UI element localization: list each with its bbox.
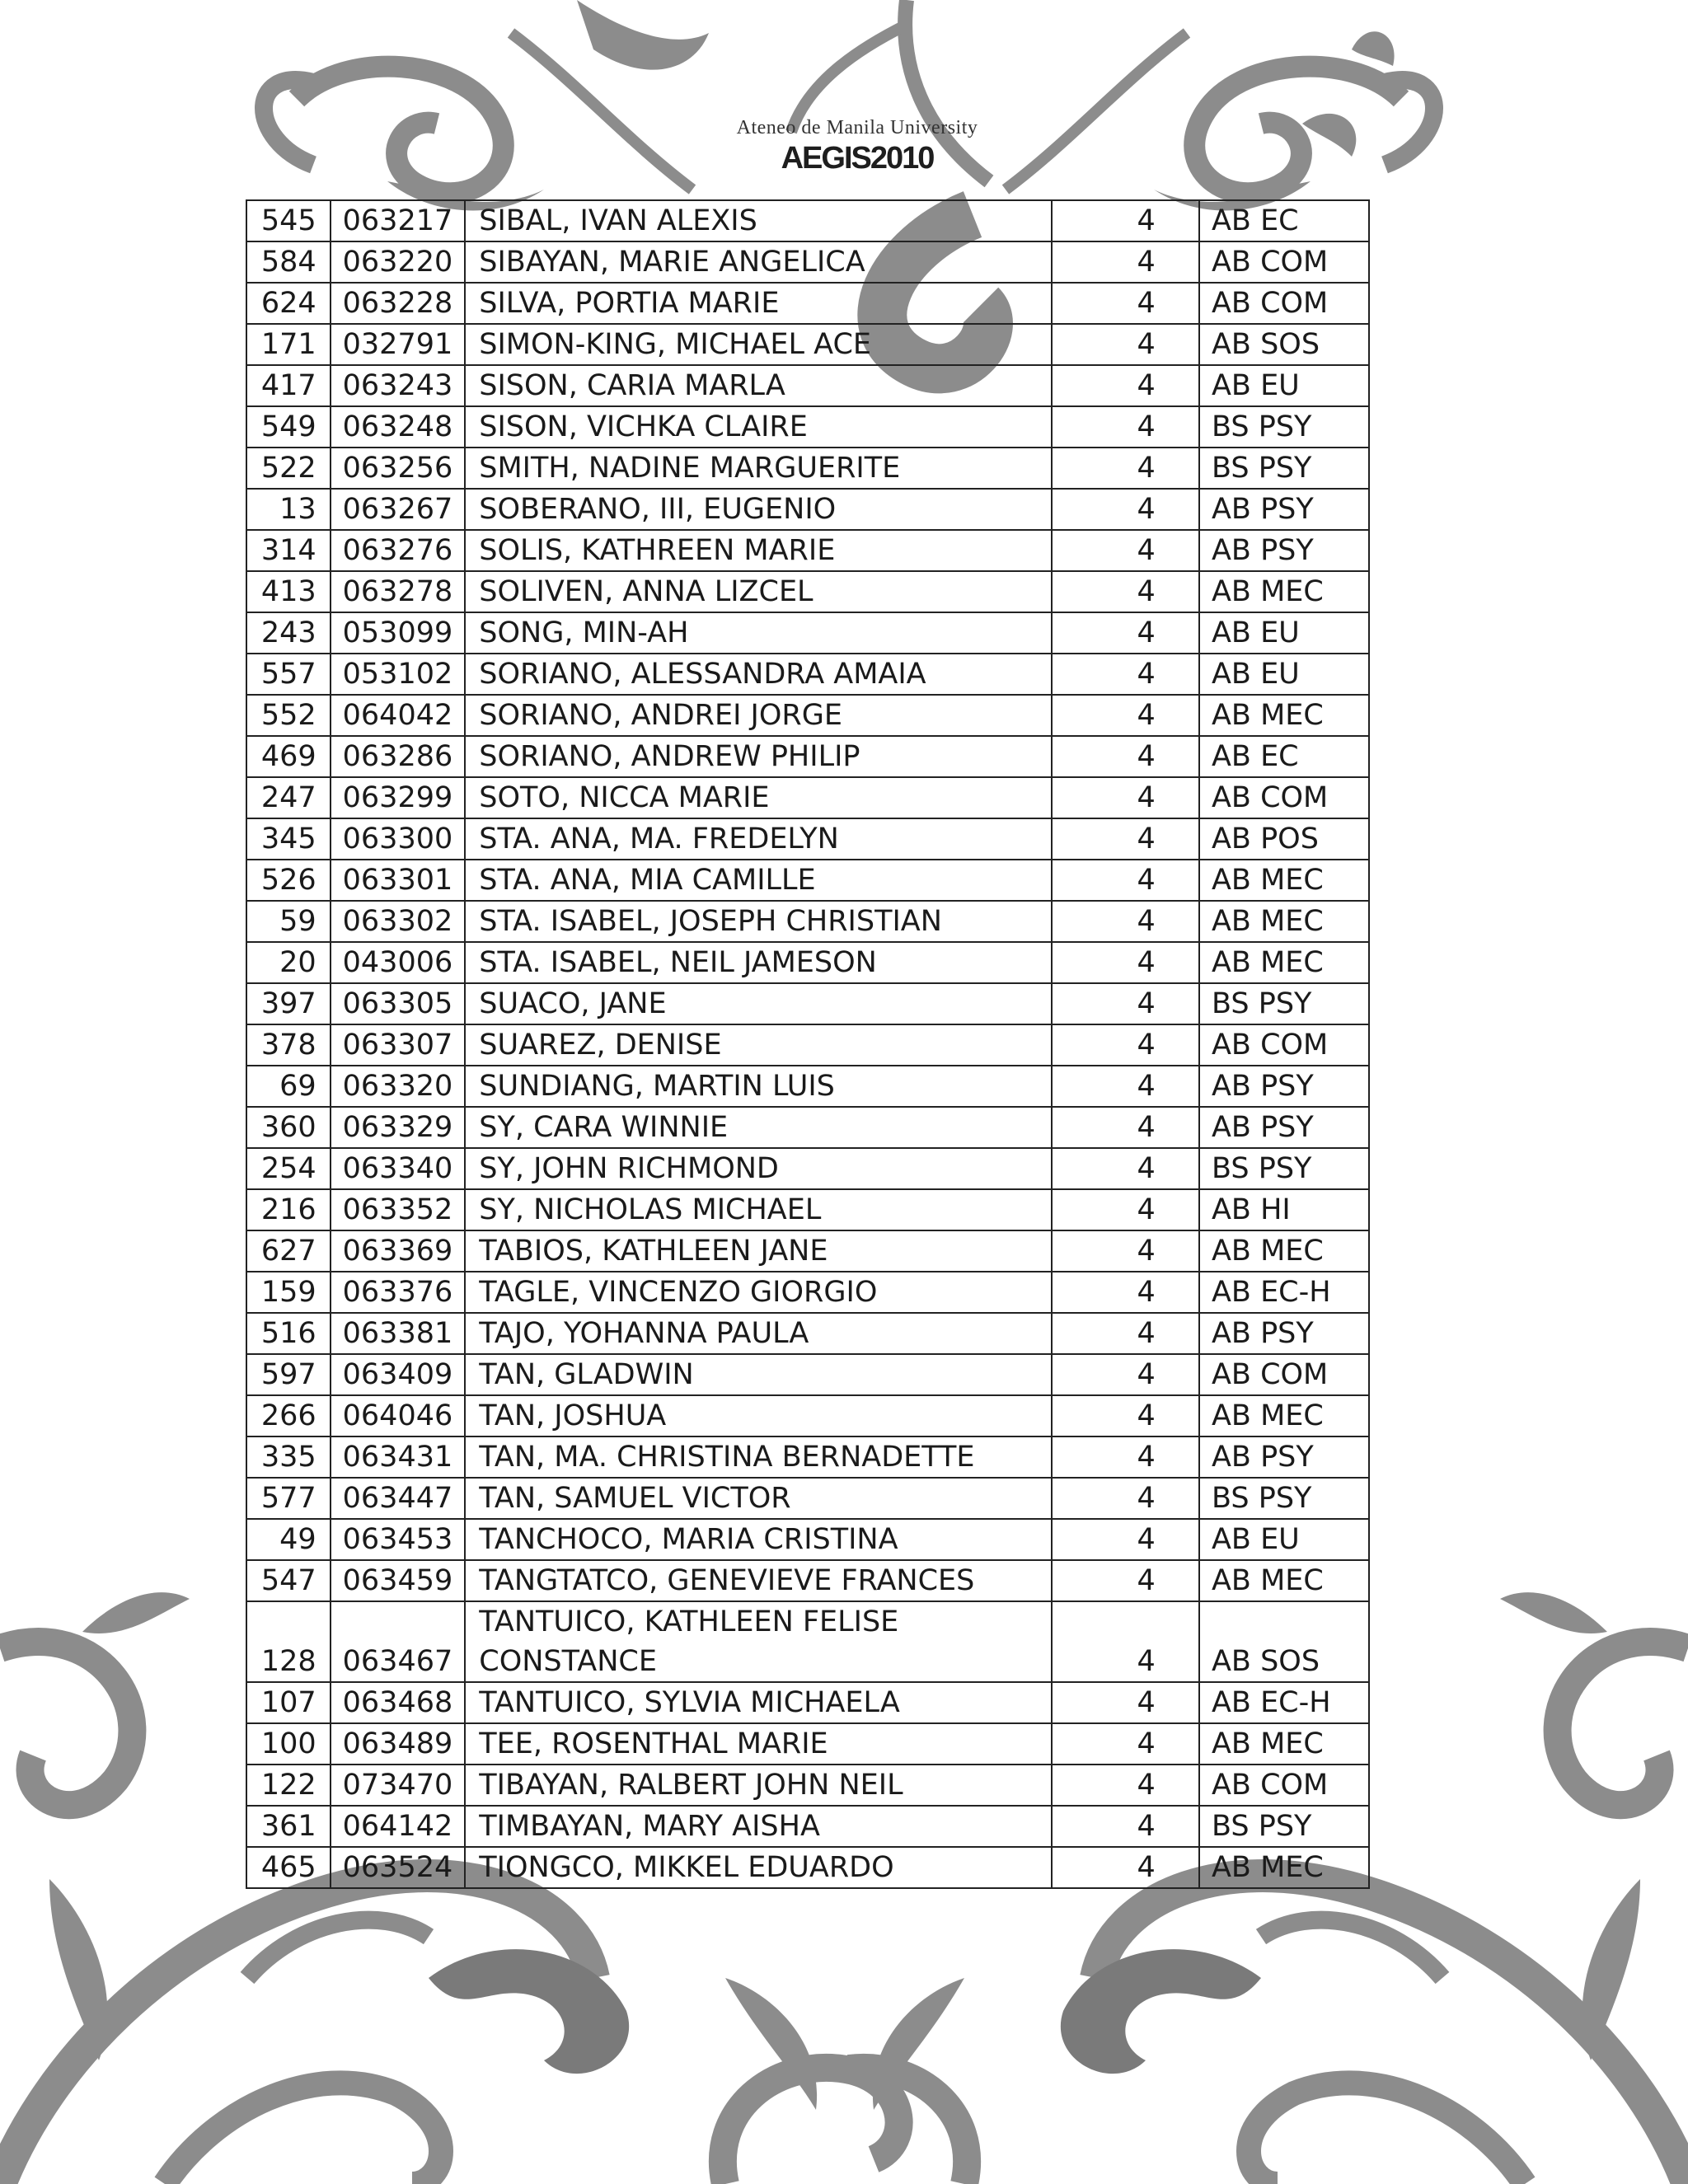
row-number-cell: 624 [246,283,331,324]
student-name-cell: SMITH, NADINE MARGUERITE [465,448,1052,489]
student-name-cell: SUAREZ, DENISE [465,1024,1052,1066]
table-row [246,612,1369,654]
year-level-cell: 4 [1052,324,1199,365]
year-level-cell: 4 [1052,736,1199,777]
student-name-cell: SY, JOHN RICHMOND [465,1148,1052,1189]
year-level-cell: 4 [1052,1230,1199,1272]
student-name-cell: SOLIVEN, ANNA LIZCEL [465,571,1052,612]
year-level-cell: 4 [1052,1519,1199,1560]
year-level-cell: 4 [1052,1189,1199,1230]
student-name-cell: TIMBAYAN, MARY AISHA [465,1806,1052,1847]
row-number-cell: 526 [246,860,331,901]
student-id-cell: 032791 [331,324,466,365]
student-name-cell: TANTUICO, KATHLEEN FELISE CONSTANCE [465,1601,1052,1682]
student-id-cell: 063409 [331,1354,466,1395]
student-name-cell: TANGTATCO, GENEVIEVE FRANCES [465,1560,1052,1601]
student-name-cell: TIONGCO, MIKKEL EDUARDO [465,1847,1052,1888]
student-id-cell: 063220 [331,241,466,283]
table-row [246,324,1369,365]
student-id-cell: 063381 [331,1313,466,1354]
student-id-cell: 063447 [331,1478,466,1519]
year-level-cell: 4 [1052,1107,1199,1148]
table-row [246,1189,1369,1230]
student-id-cell: 063228 [331,283,466,324]
student-id-cell: 063276 [331,530,466,571]
student-name-cell: TAGLE, VINCENZO GIORGIO [465,1272,1052,1313]
table-row [246,818,1369,860]
table-row [246,942,1369,983]
course-cell: AB PSY [1199,1313,1369,1354]
year-level-cell: 4 [1052,1806,1199,1847]
table-row [246,1148,1369,1189]
course-cell: AB POS [1199,818,1369,860]
course-cell: AB MEC [1199,1230,1369,1272]
student-id-cell: 063376 [331,1272,466,1313]
table-row [246,1519,1369,1560]
table-row [246,777,1369,818]
course-cell: AB EC [1199,200,1369,241]
student-id-cell: 063453 [331,1519,466,1560]
student-id-cell: 063468 [331,1682,466,1723]
year-level-cell: 4 [1052,1847,1199,1888]
row-number-cell: 20 [246,942,331,983]
student-name-cell: SIMON-KING, MICHAEL ACE [465,324,1052,365]
student-id-cell: 063300 [331,818,466,860]
table-row [246,695,1369,736]
logo-wordmark: AEGIS2010 [781,141,934,176]
year-level-cell: 4 [1052,695,1199,736]
course-cell: AB EC-H [1199,1682,1369,1723]
student-name-cell: TAN, SAMUEL VICTOR [465,1478,1052,1519]
student-id-cell: 063278 [331,571,466,612]
student-name-cell: SIBAYAN, MARIE ANGELICA [465,241,1052,283]
row-number-cell: 49 [246,1519,331,1560]
student-id-cell: 063305 [331,983,466,1024]
year-level-cell: 4 [1052,983,1199,1024]
student-id-cell: 063248 [331,406,466,448]
row-number-cell: 69 [246,1066,331,1107]
year-level-cell: 4 [1052,406,1199,448]
row-number-cell: 345 [246,818,331,860]
table-row [246,901,1369,942]
table-row [246,1560,1369,1601]
year-level-cell: 4 [1052,777,1199,818]
table-row [246,1723,1369,1765]
table-row [246,1313,1369,1354]
year-level-cell: 4 [1052,1272,1199,1313]
course-cell: AB COM [1199,1024,1369,1066]
student-id-cell: 063307 [331,1024,466,1066]
course-cell: AB SOS [1199,324,1369,365]
year-level-cell: 4 [1052,365,1199,406]
course-cell: AB MEC [1199,860,1369,901]
student-name-cell: STA. ANA, MA. FREDELYN [465,818,1052,860]
row-number-cell: 107 [246,1682,331,1723]
row-number-cell: 314 [246,530,331,571]
table-row [246,1847,1369,1888]
year-level-cell: 4 [1052,1066,1199,1107]
table-row [246,1436,1369,1478]
row-number-cell: 266 [246,1395,331,1436]
logo-university-text: Ateneo de Manila University [736,117,978,138]
year-level-cell: 4 [1052,901,1199,942]
year-level-cell: 4 [1052,612,1199,654]
table-row [246,530,1369,571]
row-number-cell: 417 [246,365,331,406]
student-id-cell: 063329 [331,1107,466,1148]
student-roster-table [246,199,1370,1889]
student-id-cell: 063352 [331,1189,466,1230]
row-number-cell: 547 [246,1560,331,1601]
student-id-cell: 063267 [331,489,466,530]
student-name-cell: TIBAYAN, RALBERT JOHN NEIL [465,1765,1052,1806]
row-number-cell: 128 [246,1601,331,1682]
student-id-cell: 063256 [331,448,466,489]
student-name-cell: SILVA, PORTIA MARIE [465,283,1052,324]
student-id-cell: 063320 [331,1066,466,1107]
course-cell: AB MEC [1199,695,1369,736]
student-name-cell: SY, NICHOLAS MICHAEL [465,1189,1052,1230]
table-row [246,1354,1369,1395]
course-cell: BS PSY [1199,1806,1369,1847]
row-number-cell: 335 [246,1436,331,1478]
student-name-cell: SOBERANO, III, EUGENIO [465,489,1052,530]
row-number-cell: 397 [246,983,331,1024]
course-cell: BS PSY [1199,1148,1369,1189]
course-cell: AB EU [1199,612,1369,654]
year-level-cell: 4 [1052,1024,1199,1066]
table-row [246,860,1369,901]
table-row [246,365,1369,406]
course-cell: AB COM [1199,1765,1369,1806]
student-name-cell: SOTO, NICCA MARIE [465,777,1052,818]
row-number-cell: 254 [246,1148,331,1189]
table-row [246,736,1369,777]
table-row [246,1107,1369,1148]
course-cell: AB COM [1199,777,1369,818]
student-name-cell: SOLIS, KATHREEN MARIE [465,530,1052,571]
row-number-cell: 360 [246,1107,331,1148]
year-level-cell: 4 [1052,860,1199,901]
student-name-cell: TAN, JOSHUA [465,1395,1052,1436]
student-name-cell: SUNDIANG, MARTIN LUIS [465,1066,1052,1107]
row-number-cell: 557 [246,654,331,695]
student-name-cell: SORIANO, ANDREI JORGE [465,695,1052,736]
course-cell: AB MEC [1199,1723,1369,1765]
table-row [246,1230,1369,1272]
student-name-cell: TEE, ROSENTHAL MARIE [465,1723,1052,1765]
year-level-cell: 4 [1052,1560,1199,1601]
course-cell: AB EU [1199,1519,1369,1560]
student-id-cell: 063243 [331,365,466,406]
year-level-cell: 4 [1052,1478,1199,1519]
student-id-cell: 063524 [331,1847,466,1888]
course-cell: AB EU [1199,654,1369,695]
student-name-cell: SY, CARA WINNIE [465,1107,1052,1148]
row-number-cell: 59 [246,901,331,942]
student-name-cell: SONG, MIN-AH [465,612,1052,654]
student-id-cell: 063340 [331,1148,466,1189]
table-row [246,571,1369,612]
student-name-cell: STA. ISABEL, JOSEPH CHRISTIAN [465,901,1052,942]
row-number-cell: 378 [246,1024,331,1066]
year-level-cell: 4 [1052,448,1199,489]
year-level-cell: 4 [1052,1765,1199,1806]
student-name-cell: SISON, CARIA MARLA [465,365,1052,406]
student-id-cell: 063302 [331,901,466,942]
course-cell: AB PSY [1199,530,1369,571]
year-level-cell: 4 [1052,530,1199,571]
bottom-center-flourish [723,2068,967,2184]
student-id-cell: 063301 [331,860,466,901]
row-number-cell: 122 [246,1765,331,1806]
course-cell: AB COM [1199,241,1369,283]
student-name-cell: SORIANO, ALESSANDRA AMAIA [465,654,1052,695]
row-number-cell: 552 [246,695,331,736]
year-level-cell: 4 [1052,1395,1199,1436]
year-level-cell: 4 [1052,1601,1199,1682]
student-name-cell: SORIANO, ANDREW PHILIP [465,736,1052,777]
student-id-cell: 063217 [331,200,466,241]
table-row [246,406,1369,448]
year-level-cell: 4 [1052,489,1199,530]
course-cell: BS PSY [1199,1478,1369,1519]
student-id-cell: 064042 [331,695,466,736]
table-row [246,489,1369,530]
course-cell: AB MEC [1199,1560,1369,1601]
year-level-cell: 4 [1052,1313,1199,1354]
row-number-cell: 627 [246,1230,331,1272]
year-level-cell: 4 [1052,283,1199,324]
aegis-logo [692,115,1022,175]
course-cell: AB PSY [1199,1107,1369,1148]
course-cell: AB MEC [1199,942,1369,983]
year-level-cell: 4 [1052,571,1199,612]
student-id-cell: 063286 [331,736,466,777]
course-cell: AB MEC [1199,571,1369,612]
row-number-cell: 545 [246,200,331,241]
student-id-cell: 063369 [331,1230,466,1272]
table-row [246,1765,1369,1806]
student-id-cell: 063431 [331,1436,466,1478]
roster-body [246,200,1369,1888]
student-name-cell: TAN, GLADWIN [465,1354,1052,1395]
row-number-cell: 247 [246,777,331,818]
table-row [246,983,1369,1024]
course-cell: AB EU [1199,365,1369,406]
row-number-cell: 597 [246,1354,331,1395]
row-number-cell: 100 [246,1723,331,1765]
row-number-cell: 413 [246,571,331,612]
course-cell: AB MEC [1199,1847,1369,1888]
table-row [246,283,1369,324]
student-name-cell: SUACO, JANE [465,983,1052,1024]
year-level-cell: 4 [1052,654,1199,695]
year-level-cell: 4 [1052,1354,1199,1395]
student-id-cell: 063467 [331,1601,466,1682]
table-row [246,1395,1369,1436]
student-id-cell: 064046 [331,1395,466,1436]
student-name-cell: SISON, VICHKA CLAIRE [465,406,1052,448]
row-number-cell: 516 [246,1313,331,1354]
top-right-flourish [1006,31,1434,210]
course-cell: AB EC-H [1199,1272,1369,1313]
row-number-cell: 584 [246,241,331,283]
top-left-flourish [264,0,709,210]
course-cell: AB PSY [1199,1436,1369,1478]
course-cell: AB EC [1199,736,1369,777]
table-row [246,1601,1369,1682]
year-level-cell: 4 [1052,942,1199,983]
student-name-cell: TABIOS, KATHLEEN JANE [465,1230,1052,1272]
table-row [246,1682,1369,1723]
table-row [246,654,1369,695]
table-row [246,1806,1369,1847]
course-cell: BS PSY [1199,448,1369,489]
student-name-cell: SIBAL, IVAN ALEXIS [465,200,1052,241]
student-name-cell: STA. ANA, MIA CAMILLE [465,860,1052,901]
student-id-cell: 053099 [331,612,466,654]
table-row [246,1024,1369,1066]
row-number-cell: 243 [246,612,331,654]
table-row [246,200,1369,241]
row-number-cell: 13 [246,489,331,530]
course-cell: AB MEC [1199,1395,1369,1436]
row-number-cell: 549 [246,406,331,448]
student-name-cell: TAJO, YOHANNA PAULA [465,1313,1052,1354]
year-level-cell: 4 [1052,200,1199,241]
row-number-cell: 465 [246,1847,331,1888]
table-row [246,448,1369,489]
student-id-cell: 073470 [331,1765,466,1806]
course-cell: AB COM [1199,1354,1369,1395]
course-cell: AB HI [1199,1189,1369,1230]
row-number-cell: 522 [246,448,331,489]
row-number-cell: 469 [246,736,331,777]
student-id-cell: 043006 [331,942,466,983]
student-name-cell: TAN, MA. CHRISTINA BERNADETTE [465,1436,1052,1478]
student-name-cell: TANCHOCO, MARIA CRISTINA [465,1519,1052,1560]
table-row [246,241,1369,283]
row-number-cell: 361 [246,1806,331,1847]
student-id-cell: 053102 [331,654,466,695]
student-id-cell: 063459 [331,1560,466,1601]
course-cell: AB PSY [1199,489,1369,530]
year-level-cell: 4 [1052,1682,1199,1723]
row-number-cell: 171 [246,324,331,365]
table-row [246,1066,1369,1107]
course-cell: BS PSY [1199,983,1369,1024]
course-cell: AB MEC [1199,901,1369,942]
student-id-cell: 063299 [331,777,466,818]
course-cell: BS PSY [1199,406,1369,448]
year-level-cell: 4 [1052,241,1199,283]
course-cell: AB PSY [1199,1066,1369,1107]
course-cell: AB SOS [1199,1601,1369,1682]
year-level-cell: 4 [1052,1436,1199,1478]
table-row [246,1478,1369,1519]
row-number-cell: 577 [246,1478,331,1519]
table-row [246,1272,1369,1313]
student-name-cell: STA. ISABEL, NEIL JAMESON [465,942,1052,983]
row-number-cell: 216 [246,1189,331,1230]
course-cell: AB COM [1199,283,1369,324]
row-number-cell: 159 [246,1272,331,1313]
year-level-cell: 4 [1052,1723,1199,1765]
year-level-cell: 4 [1052,1148,1199,1189]
student-id-cell: 063489 [331,1723,466,1765]
student-id-cell: 064142 [331,1806,466,1847]
year-level-cell: 4 [1052,818,1199,860]
student-name-cell: TANTUICO, SYLVIA MICHAELA [465,1682,1052,1723]
